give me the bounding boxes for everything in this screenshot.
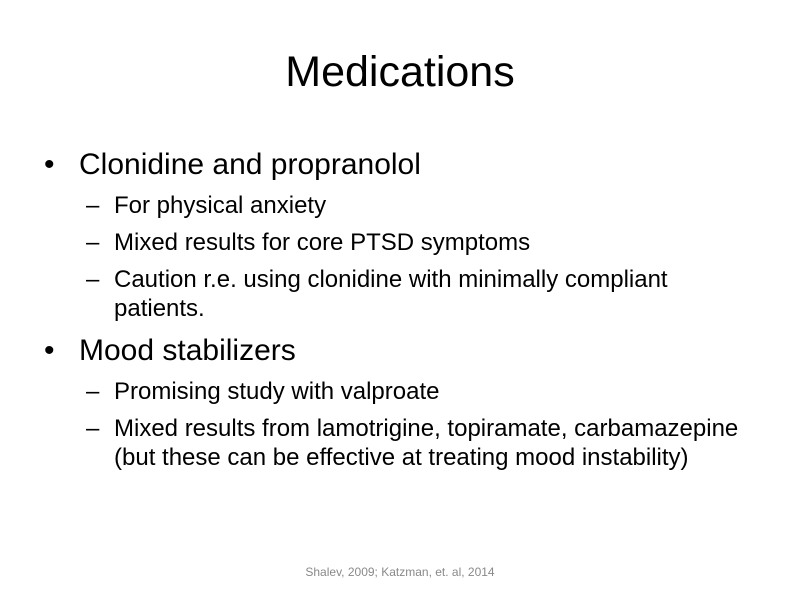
sub-bullet-text: Promising study with valproate: [114, 378, 440, 405]
citation-footer: Shalev, 2009; Katzman, et. al, 2014: [305, 565, 495, 579]
sub-bullet-text: Mixed results from lamotrigine, topiramate, carbamazepine (but these can be effective at treating mood instability): [114, 415, 739, 471]
bullet-group: [44, 147, 764, 323]
sub-bullet-item: [44, 265, 764, 323]
sub-bullet-text: Caution r.e. using clonidine with minimally compliant patients.: [114, 266, 668, 322]
slide-body: [44, 141, 764, 482]
sub-bullet-item: [44, 191, 764, 220]
sub-bullet-item: [44, 414, 764, 472]
sub-bullet-item: [44, 377, 764, 406]
dash-icon: –: [86, 415, 100, 442]
dash-icon: –: [86, 378, 100, 405]
bullet-group: [44, 333, 764, 472]
bullet-item: [44, 147, 764, 183]
sub-bullet-item: [44, 228, 764, 257]
sub-bullet-text: Mixed results for core PTSD symptoms: [114, 229, 531, 256]
bullet-dot-icon: •: [44, 148, 55, 181]
dash-icon: –: [86, 266, 100, 293]
bullet-label: Clonidine and propranolol: [79, 148, 421, 181]
bullet-label: Mood stabilizers: [79, 334, 296, 367]
sub-bullet-text: For physical anxiety: [114, 192, 327, 219]
dash-icon: –: [86, 192, 100, 219]
slide-title: Medications: [285, 48, 515, 96]
bullet-item: [44, 333, 764, 369]
bullet-dot-icon: •: [44, 334, 55, 367]
dash-icon: –: [86, 229, 100, 256]
